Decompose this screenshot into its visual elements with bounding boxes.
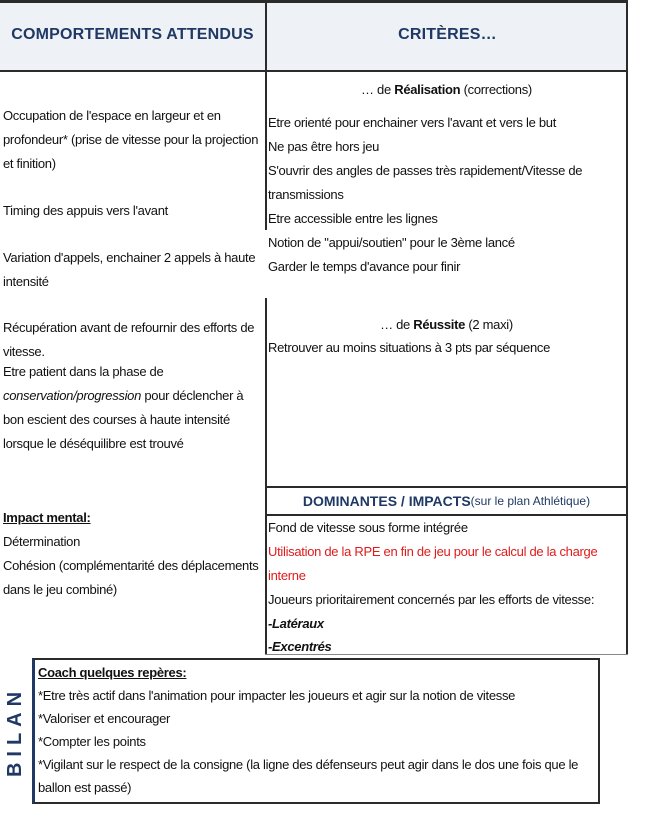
dominantes-content: [268, 516, 620, 658]
realisation-item: Ne pas être hors jeu: [268, 139, 380, 154]
header-right: [267, 0, 628, 70]
mental-item-determination: Détermination: [3, 534, 81, 549]
mental-impact-title: Impact mental:: [3, 510, 91, 525]
behavior-timing: Timing des appuis vers l'avant: [3, 203, 168, 218]
header-left: [0, 0, 265, 70]
realisation-suffix: (corrections): [460, 82, 532, 97]
behavior-patient-after: pour déclencher à bon escient des courses à haute intensité lorsque le déséquilibre est trouvé: [3, 388, 247, 451]
dominantes-title: DOMINANTES / IMPACTS: [302, 493, 471, 509]
behavior-variation: Variation d'appels, enchainer 2 appels à haute intensité: [3, 250, 259, 289]
behavior-patient-before: Etre patient dans la phase de: [3, 364, 167, 379]
realisation-heading: [267, 78, 626, 102]
right-border: [626, 0, 628, 654]
dominantes-bullet: -Latéraux: [268, 616, 324, 631]
bilan-item: *Etre très actif dans l'animation pour impacter les joueurs et agir sur la notion de vitesse: [38, 688, 516, 703]
dominantes-bullet: -Excentrés: [268, 639, 332, 654]
realisation-item: S'ouvrir des angles de passes très rapidement/Vitesse de transmissions: [268, 163, 586, 202]
realisation-list: [268, 111, 614, 279]
dominantes-rpe-line: Utilisation de la RPE en fin de jeu pour le calcul de la charge interne: [268, 544, 601, 583]
realisation-item: Notion de "appui/soutien" pour le 3ème lancé: [268, 235, 515, 250]
reussite-item: Retrouver au moins situations à 3 pts par séquence: [268, 340, 551, 355]
bilan-side-label: [0, 658, 32, 804]
reussite-suffix: (2 maxi): [465, 317, 513, 332]
top-border: [0, 0, 628, 3]
dominantes-line: Fond de vitesse sous forme intégrée: [268, 520, 468, 535]
realisation-item: Etre orienté pour enchainer vers l'avant et vers le but: [268, 115, 557, 130]
behavior-recuperation-wrap: [3, 316, 265, 364]
bilan-content: [38, 662, 598, 799]
dominantes-subtitle: (sur le plan Athlétique): [470, 494, 591, 508]
bilan-item: *Compter les points: [38, 734, 146, 749]
bilan-item: *Vigilant sur le respect de la consigne (la ligne des défenseurs peut agir dans le dos une fois que le ballon est passé): [38, 757, 582, 795]
reussite-bold: Réussite: [413, 317, 466, 332]
dominantes-heading: [267, 488, 626, 514]
mental-impact: [3, 506, 265, 602]
dominantes-line: Joueurs prioritairement concernés par les efforts de vitesse:: [268, 592, 595, 607]
behavior-timing-wrap: [3, 199, 263, 223]
header-left-title: COMPORTEMENTS ATTENDUS: [11, 26, 254, 43]
column-divider-lower: [265, 298, 267, 654]
realisation-prefix: … de: [361, 82, 395, 97]
behavior-occupation: Occupation de l'espace en largeur et en profondeur* (prise de vitesse pour la projection et finition): [3, 108, 262, 171]
realisation-item: Garder le temps d'avance pour finir: [268, 259, 461, 274]
mental-item-cohesion: Cohésion (complémentarité des déplacements dans le jeu combiné): [3, 558, 262, 597]
reussite-prefix: … de: [380, 317, 414, 332]
left-column: [3, 104, 263, 176]
reussite-heading: [267, 313, 626, 337]
bilan-title: Coach quelques repères:: [38, 665, 187, 680]
behavior-patient-wrap: [3, 360, 261, 456]
realisation-item: Etre accessible entre les lignes: [268, 211, 438, 226]
behavior-patient: [3, 360, 261, 456]
behavior-recuperation: Récupération avant de refournir des efforts de vitesse.: [3, 320, 258, 359]
header-bottom-border: [0, 70, 628, 72]
realisation-bold: Réalisation: [394, 82, 461, 97]
bilan-item: *Valoriser et encourager: [38, 711, 171, 726]
behavior-patient-italic: conservation/progression: [3, 388, 142, 403]
column-divider: [265, 0, 267, 230]
bilan-label: BILAN: [4, 685, 27, 777]
behavior-variation-wrap: [3, 246, 265, 294]
reussite-list: [268, 336, 614, 360]
header-right-title: CRITÈRES…: [398, 26, 497, 43]
